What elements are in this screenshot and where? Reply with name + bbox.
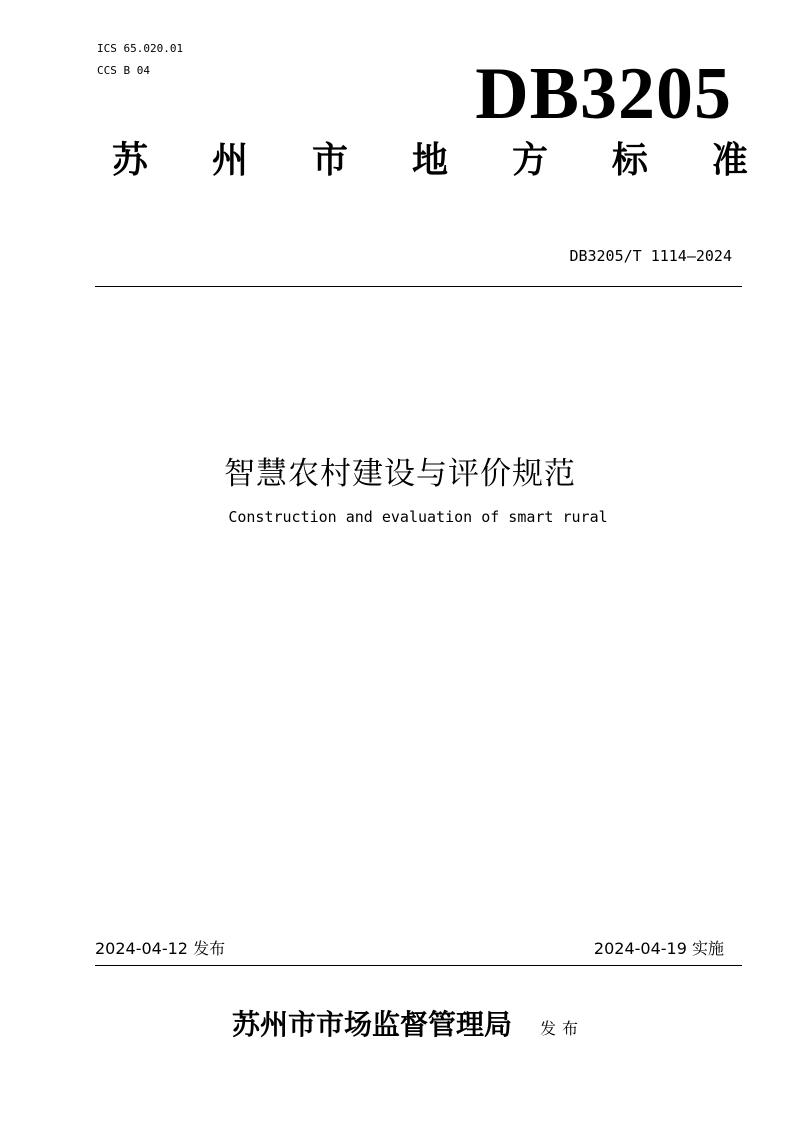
document-title-en: Construction and evaluation of smart rural	[228, 508, 608, 526]
publish-date: 2024-04-12 发布	[95, 939, 226, 958]
standard-number: DB3205/T 1114—2024	[569, 247, 732, 265]
category-char: 地	[411, 139, 448, 181]
category-char: 市	[311, 139, 348, 181]
standard-code-heading: DB3205	[475, 53, 732, 135]
ccs-code: CCS B 04	[97, 64, 150, 77]
category-char: 准	[711, 139, 748, 181]
category-char: 州	[211, 139, 248, 181]
bottom-divider	[95, 965, 742, 966]
issuer-line	[232, 1005, 584, 1045]
standard-category	[112, 136, 748, 184]
top-divider	[95, 286, 742, 287]
category-char: 标	[611, 139, 648, 181]
category-char: 苏	[112, 139, 149, 181]
issuer-action: 发布	[540, 1019, 585, 1038]
category-char: 方	[511, 139, 548, 181]
issuer-name: 苏州市市场监督管理局	[232, 1008, 513, 1041]
ics-code: ICS 65.020.01	[97, 42, 184, 55]
implement-date: 2024-04-19 实施	[593, 939, 724, 958]
document-title-cn: 智慧农村建设与评价规范	[224, 456, 576, 492]
